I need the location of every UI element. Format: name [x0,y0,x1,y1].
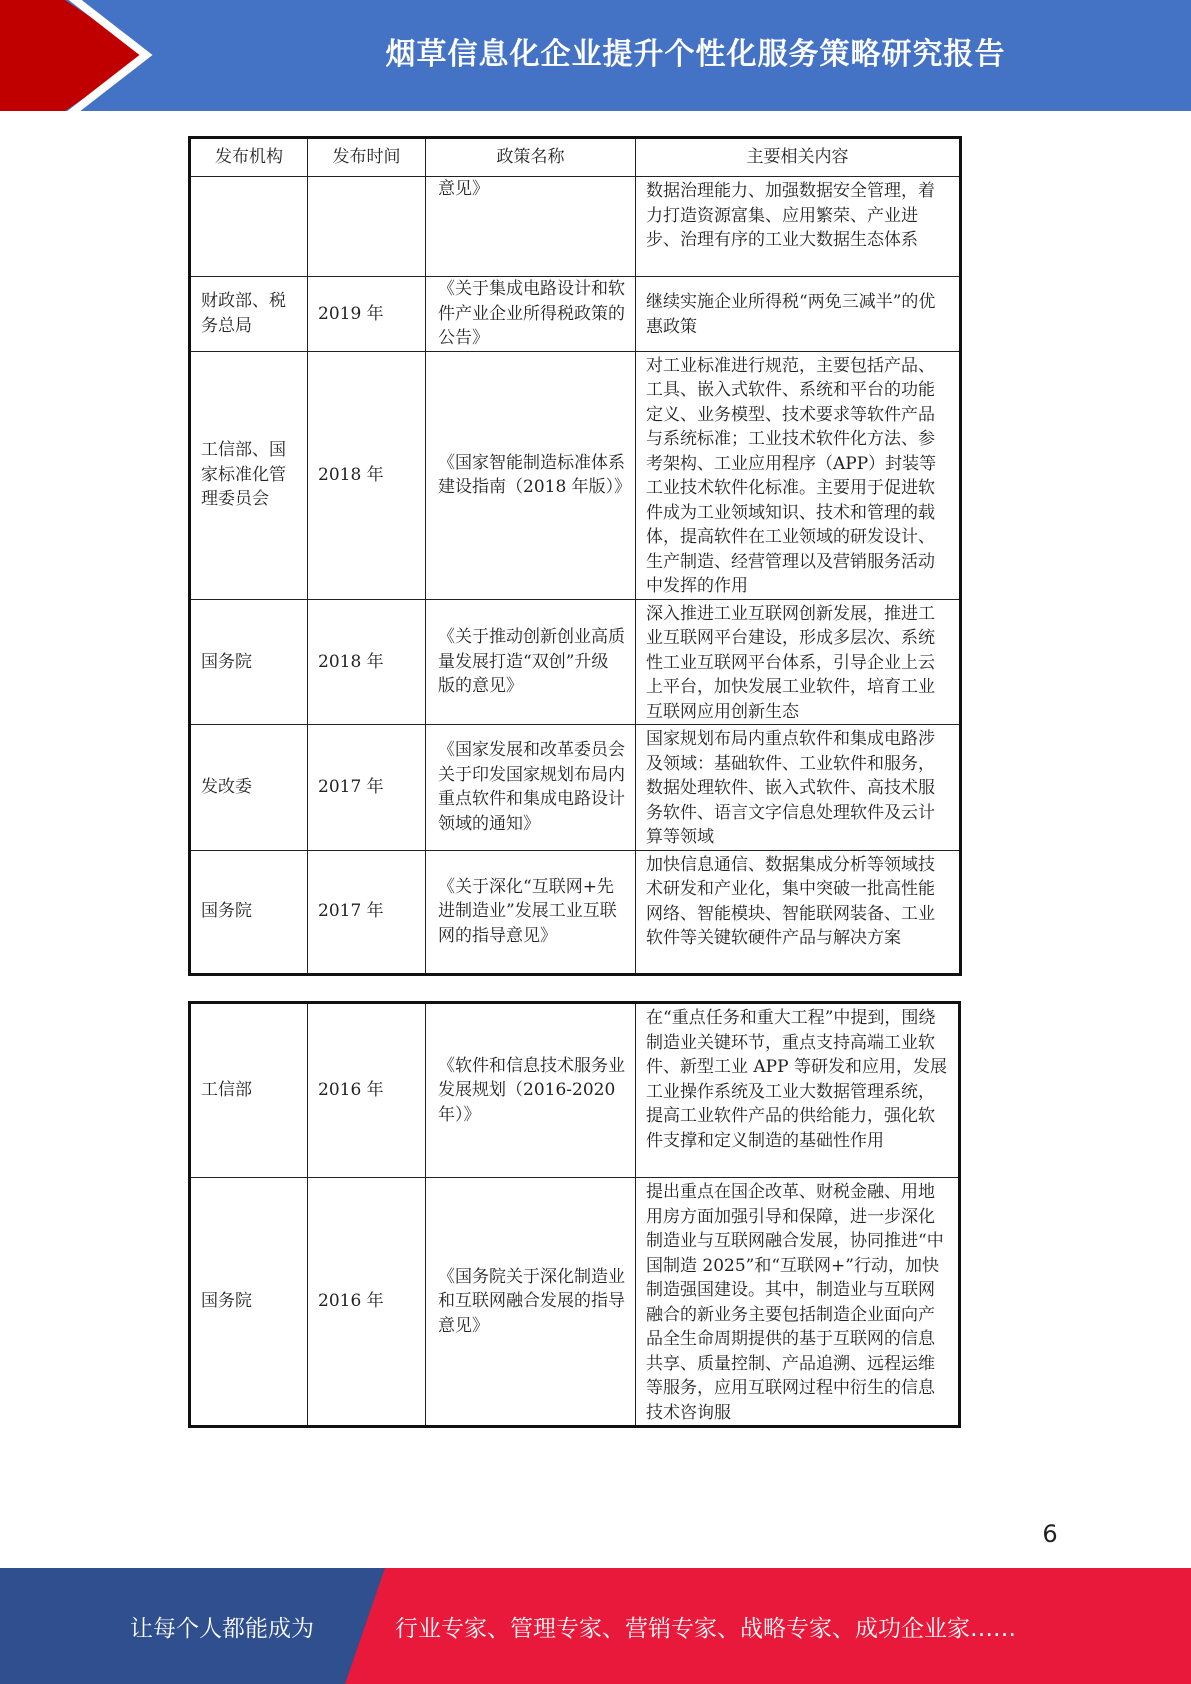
content-cell: 数据治理能力、加强数据安全管理，着力打造资源富集、应用繁荣、产业进步、治理有序的工业大数据生态体系 [636,177,961,277]
agency-cell: 国务院 [190,1178,308,1427]
policy-name-cell: 意见》 [426,177,636,277]
policy-name-cell: 《关于集成电路设计和软件产业企业所得税政策的公告》 [426,277,636,352]
table-row [190,351,961,599]
date-cell [308,177,426,277]
footer-slogan-right: 行业专家、管理专家、营销专家、战略专家、成功企业家…… [395,1615,1016,1642]
agency-cell: 财政部、税务总局 [190,277,308,352]
table-row [190,1178,960,1427]
table-header-row [190,138,961,177]
page-footer [0,1568,1191,1684]
agency-cell [190,177,308,277]
agency-cell: 发改委 [190,725,308,851]
content-cell: 对工业标准进行规范，主要包括产品、工具、嵌入式软件、系统和平台的功能定义、业务模型、技术要求等软件产品与系统标准；工业技术软件化方法、参考架构、工业应用程序（APP）封装等工业技术软件化标准。主要用于促进软件成为工业领域知识、技术和管理的载体，提高软件在工业领域的研发设计、生产制造、经营管理以及营销服务活动中发挥的作用 [636,351,961,599]
content-cell: 提出重点在国企改革、财税金融、用地用房方面加强引导和保障，进一步深化制造业与互联网融合发展，协同推进“中国制造 2025”和“互联网+”行动，加快制造强国建设。其中，制造业与互联网融合的新业务主要包括制造企业面向产品全生命周期提供的基于互联网的信息共享、质量控制、产品追溯、远程运维等服务，应用互联网过程中衍生的信息技术咨询服 [636,1178,960,1427]
agency-cell: 国务院 [190,850,308,974]
chevron-arrow-icon [0,0,160,111]
table-row [190,177,961,277]
agency-cell: 工信部 [190,1003,308,1178]
table-row [190,277,961,352]
column-header-policy-name: 政策名称 [426,138,636,177]
footer-slogan-left: 让每个人都能成为 [130,1615,314,1642]
column-header-date: 发布时间 [308,138,426,177]
date-cell: 2017 年 [308,850,426,974]
agency-cell: 国务院 [190,599,308,725]
content-cell: 在“重点任务和重大工程”中提到，围绕制造业关键环节，重点支持高端工业软件、新型工业 APP 等研发和应用，发展工业操作系统及工业大数据管理系统，提高工业软件产品的供给能力，强化软件支撑和定义制造的基础性作用 [636,1003,960,1178]
table-row [190,1003,960,1178]
column-header-agency: 发布机构 [190,138,308,177]
content-cell: 继续实施企业所得税“两免三减半”的优惠政策 [636,277,961,352]
policy-table [188,136,962,976]
agency-cell: 工信部、国家标准化管理委员会 [190,351,308,599]
policy-table-continued [188,1001,961,1428]
page-header [0,0,1191,111]
date-cell: 2017 年 [308,725,426,851]
table-row [190,850,961,974]
date-cell: 2018 年 [308,351,426,599]
date-cell: 2018 年 [308,599,426,725]
content-cell: 深入推进工业互联网创新发展，推进工业互联网平台建设，形成多层次、系统性工业互联网平台体系，引导企业上云上平台，加快发展工业软件，培育工业互联网应用创新生态 [636,599,961,725]
content-cell: 国家规划布局内重点软件和集成电路涉及领域：基础软件、工业软件和服务，数据处理软件、嵌入式软件、高技术服务软件、语言文字信息处理软件及云计算等领域 [636,725,961,851]
report-title: 烟草信息化企业提升个性化服务策略研究报告 [385,36,1006,72]
page-number: 6 [1042,1520,1058,1548]
date-cell: 2019 年 [308,277,426,352]
column-header-main-content: 主要相关内容 [636,138,961,177]
table-row [190,725,961,851]
date-cell: 2016 年 [308,1003,426,1178]
content-cell: 加快信息通信、数据集成分析等领域技术研发和产业化，集中突破一批高性能网络、智能模块、智能联网装备、工业软件等关键软硬件产品与解决方案 [636,850,961,974]
policy-name-cell: 《国家智能制造标准体系建设指南（2018 年版）》 [426,351,636,599]
policy-name-cell: 《关于深化“互联网+先进制造业”发展工业互联网的指导意见》 [426,850,636,974]
date-cell: 2016 年 [308,1178,426,1427]
policy-name-cell: 《国务院关于深化制造业和互联网融合发展的指导意见》 [426,1178,636,1427]
policy-name-cell: 《关于推动创新创业高质量发展打造“双创”升级版的意见》 [426,599,636,725]
table-row [190,599,961,725]
policy-name-cell: 《国家发展和改革委员会关于印发国家规划布局内重点软件和集成电路设计领域的通知》 [426,725,636,851]
policy-name-cell: 《软件和信息技术服务业发展规划（2016-2020 年）》 [426,1003,636,1178]
